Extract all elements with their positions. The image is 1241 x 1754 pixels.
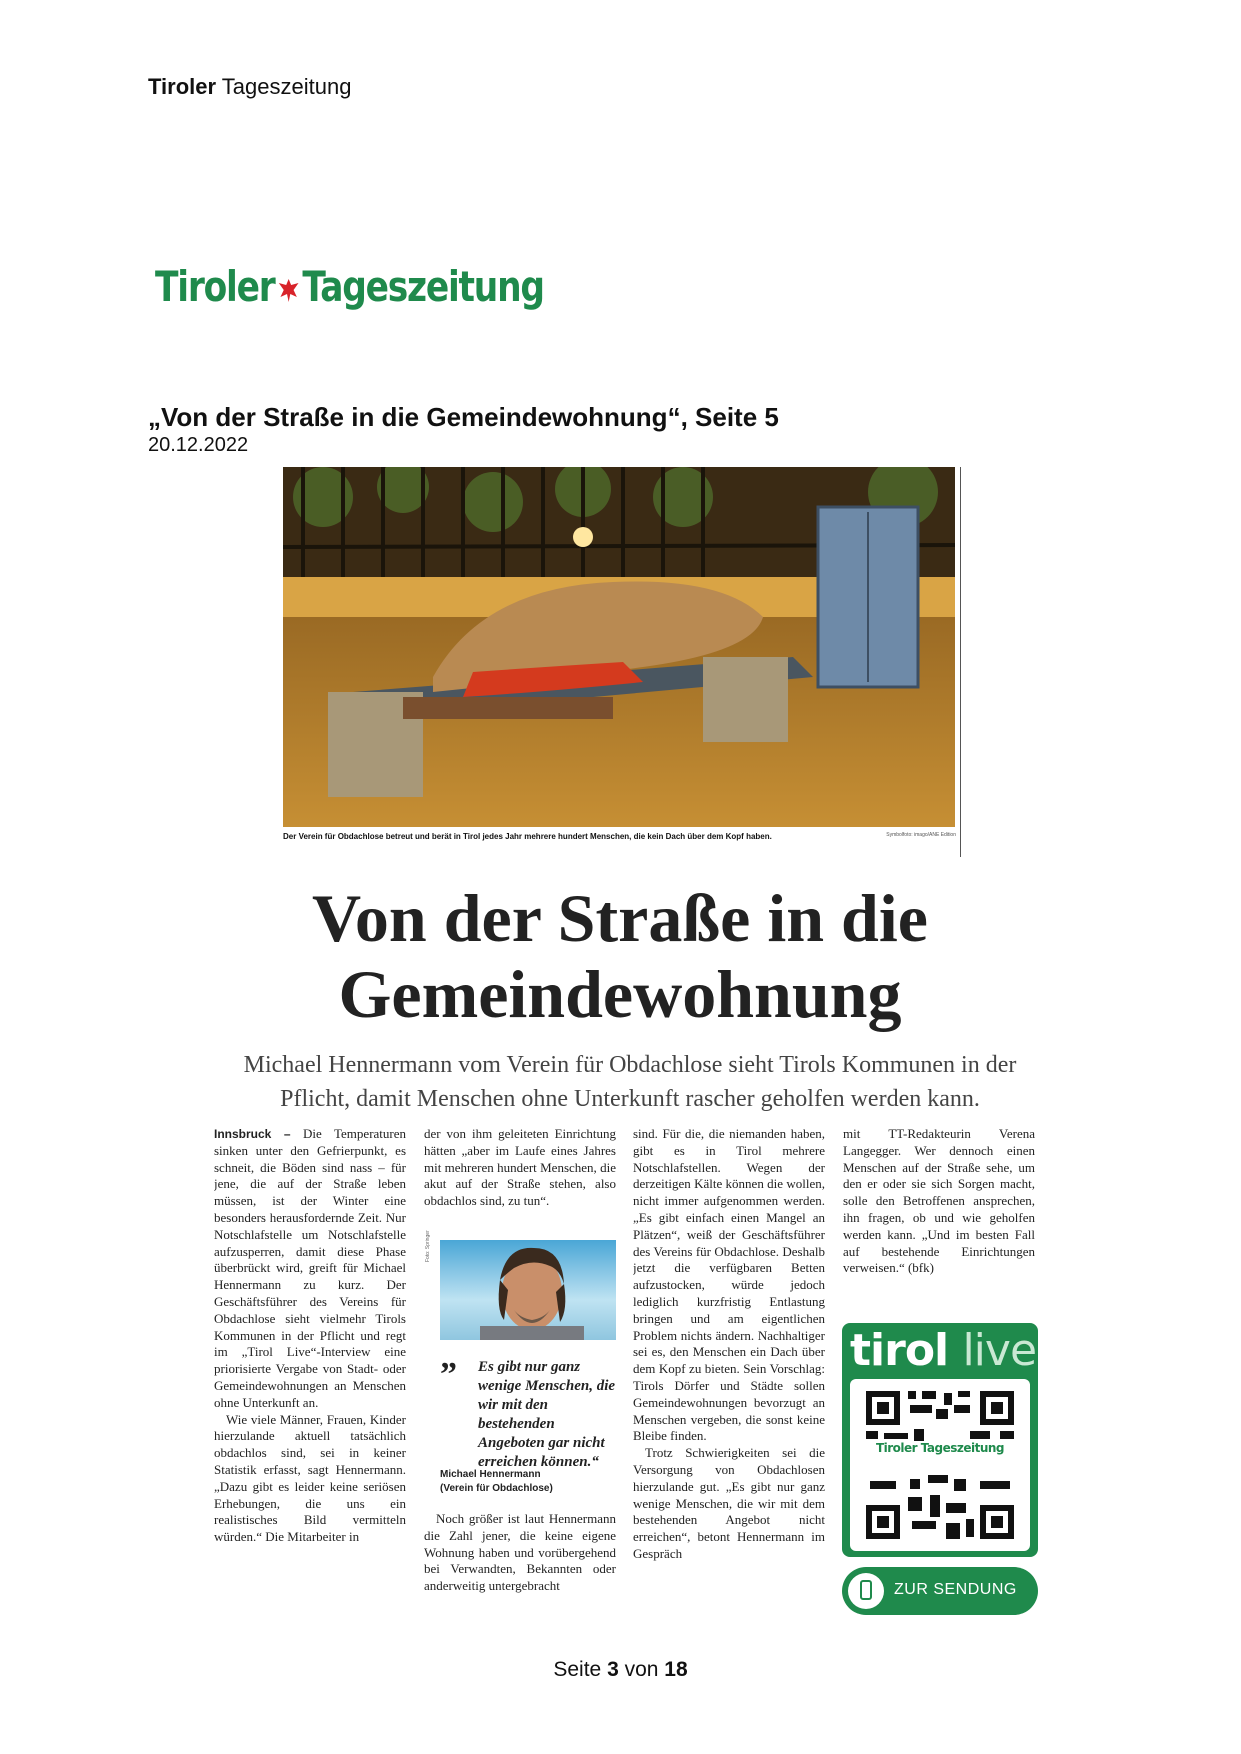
col4-paragraph: mit TT-Redakteurin Verena Langegger. Wer dennoch einen Menschen auf der Straße sehe, um den er oder sie sich Sorgen macht, solle den Betroffenen ansprechen, ihn fragen, ob und wie geholfen werden kann. „Und im besten Fall auf bestehende Einrichtungen verweisen.“ (bfk) xyxy=(843,1126,1035,1276)
pull-quote xyxy=(440,1358,616,1472)
ad-brand-tirol: tirol xyxy=(850,1325,949,1376)
portrait-photo xyxy=(440,1240,616,1340)
col3-paragraph-2: Trotz Schwierigkeiten sei die Versorgung von Obdachlosen hierzulande gut. „Es gibt nur ganz wenige Menschen, die wir mit dem bestehenden Angebot nicht erreichen“, betont Hennermann im Gespräch xyxy=(633,1445,825,1561)
article-photo xyxy=(283,467,955,827)
article-teaser: Michael Hennermann vom Verein für Obdachlose sieht Tirols Kommunen in der Pflicht, damit Menschen ohne Unterkunft rascher geholfen werden kann. xyxy=(243,1052,1017,1112)
quote-mark-icon: ” xyxy=(440,1356,457,1393)
photo-credit: Symbolfoto: imago/ANE Edition xyxy=(886,832,956,838)
photo-caption xyxy=(283,832,958,841)
phone-icon xyxy=(848,1573,884,1609)
ad-brand-live: live xyxy=(962,1325,1037,1376)
portrait-image xyxy=(440,1240,616,1340)
article-headline: Von der Straße in die Gemeindewohnung xyxy=(312,880,928,1032)
clipping-title: „Von der Straße in die Gemeindewohnung“, Seite 5 xyxy=(148,402,779,432)
document-header xyxy=(148,74,351,100)
article-column-4 xyxy=(843,1126,1035,1286)
logo-part-1: Tiroler xyxy=(155,262,275,311)
footer-separator: von xyxy=(624,1658,659,1681)
clipping-date: 20.12.2022 xyxy=(148,434,249,456)
quote-author xyxy=(440,1468,553,1496)
page-footer xyxy=(0,1658,1241,1682)
dateline: Innsbruck – xyxy=(214,1127,291,1141)
col2-paragraph-bottom: Noch größer ist laut Hennermann die Zahl jener, die keine eigene Wohnung haben und vorübergehend bei Verwandten, Bekannten oder anderweitig untergebracht xyxy=(424,1511,616,1594)
ad-box xyxy=(842,1323,1038,1557)
col1-paragraph-2: Wie viele Männer, Frauen, Kinder hierzulande aktuell tatsächlich obdachlos sind, sei in keiner Statistik erfasst, sagt Hennermann. „Dazu gibt es leider keine seriösen Erhebungen, die uns ein realistisches Bild vermitteln würden.“ Die Mitarbeiter in xyxy=(214,1411,406,1545)
footer-current-page: 3 xyxy=(607,1658,619,1681)
qr-code-panel xyxy=(850,1379,1030,1551)
photo-caption-text: Der Verein für Obdachlose betreut und berät in Tirol jedes Jahr mehrere hundert Menschen, die kein Dach über dem Kopf haben. xyxy=(283,832,772,841)
zur-sendung-button[interactable] xyxy=(842,1567,1038,1615)
col2-paragraph-top: der von ihm geleiteten Einrichtung hätten „aber im Laufe eines Jahres mit mehreren hundert Menschen, die akut auf der Straße stehen, also obdachlos sind, zu tun“. xyxy=(424,1126,616,1209)
footer-prefix: Seite xyxy=(553,1658,602,1681)
article-column-1 xyxy=(214,1126,406,1611)
divider-line xyxy=(960,467,961,857)
zur-sendung-label: ZUR SENDUNG xyxy=(894,1581,1017,1598)
logo-part-2: Tageszeitung xyxy=(302,262,544,311)
tirol-live-ad[interactable] xyxy=(842,1323,1038,1617)
homeless-bench-image xyxy=(283,467,955,827)
col1-paragraph-1: Die Temperaturen sinken unter den Gefrierpunkt, es schneit, die Böden sind nass – für jene, die auf der Straße leben müssen, ist der Winter eine besonders herausfordernde Zeit. Nur Notschlafstelle um Notschlafstelle aufzusperren, damit diese Phase überbrückt wird, greift für Michael Hennermann zu kurz. Der Geschäftsführer des Vereins für Obdachlose sieht vielmehr Tirols Kommunen in der Pflicht und regt im „Tirol Live“-Interview eine priorisierte Vergabe von Stadt- oder Gemeindewohnungen an Menschen ohne Unterkunft an. xyxy=(214,1126,406,1410)
newspaper-logo xyxy=(155,262,544,311)
quote-author-name: Michael Hennermann xyxy=(440,1469,541,1480)
footer-total-pages: 18 xyxy=(664,1658,688,1681)
header-brand-regular: Tageszeitung xyxy=(221,74,352,99)
header-brand-bold: Tiroler xyxy=(148,74,217,99)
quote-author-affiliation: (Verein für Obdachlose) xyxy=(440,1483,553,1494)
qr-code-icon xyxy=(850,1379,1030,1551)
article-column-3 xyxy=(633,1126,825,1611)
eagle-icon xyxy=(276,275,301,305)
tirol-live-logo xyxy=(850,1325,1036,1376)
portrait-credit: Foto: Springer xyxy=(425,1230,431,1262)
ad-mini-logo: Tiroler Tageszeitung xyxy=(858,1441,1022,1455)
col3-paragraph-1: sind. Für die, die niemanden haben, gibt es in Tirol mehrere Notschlafstellen. Wegen der derzeitigen Kälte können die wollen, nicht immer aufgenommen werden. „Es gibt einfach einen Mangel an Plätzen“, weiß der Geschäftsführer des Vereins für Obdachlose. Deshalb jetzt die verfügbaren Betten aufzustocken, würde jedoch lediglich kurzfristig Entlastung bringen und am eigentlichen Problem nichts ändern. Nachhaltiger sei es, den Menschen ein Dach über dem Kopf zu bieten. Sein Vorschlag: Tirols Dörfer und Städte sollen Gemeindewohnungen bevorzugt an Menschen vergeben, die sonst keine Bleibe finden. xyxy=(633,1126,825,1444)
quote-text: Es gibt nur ganz wenige Menschen, die wir mit den bestehenden Angeboten gar nicht erreichen können.“ xyxy=(478,1359,616,1470)
